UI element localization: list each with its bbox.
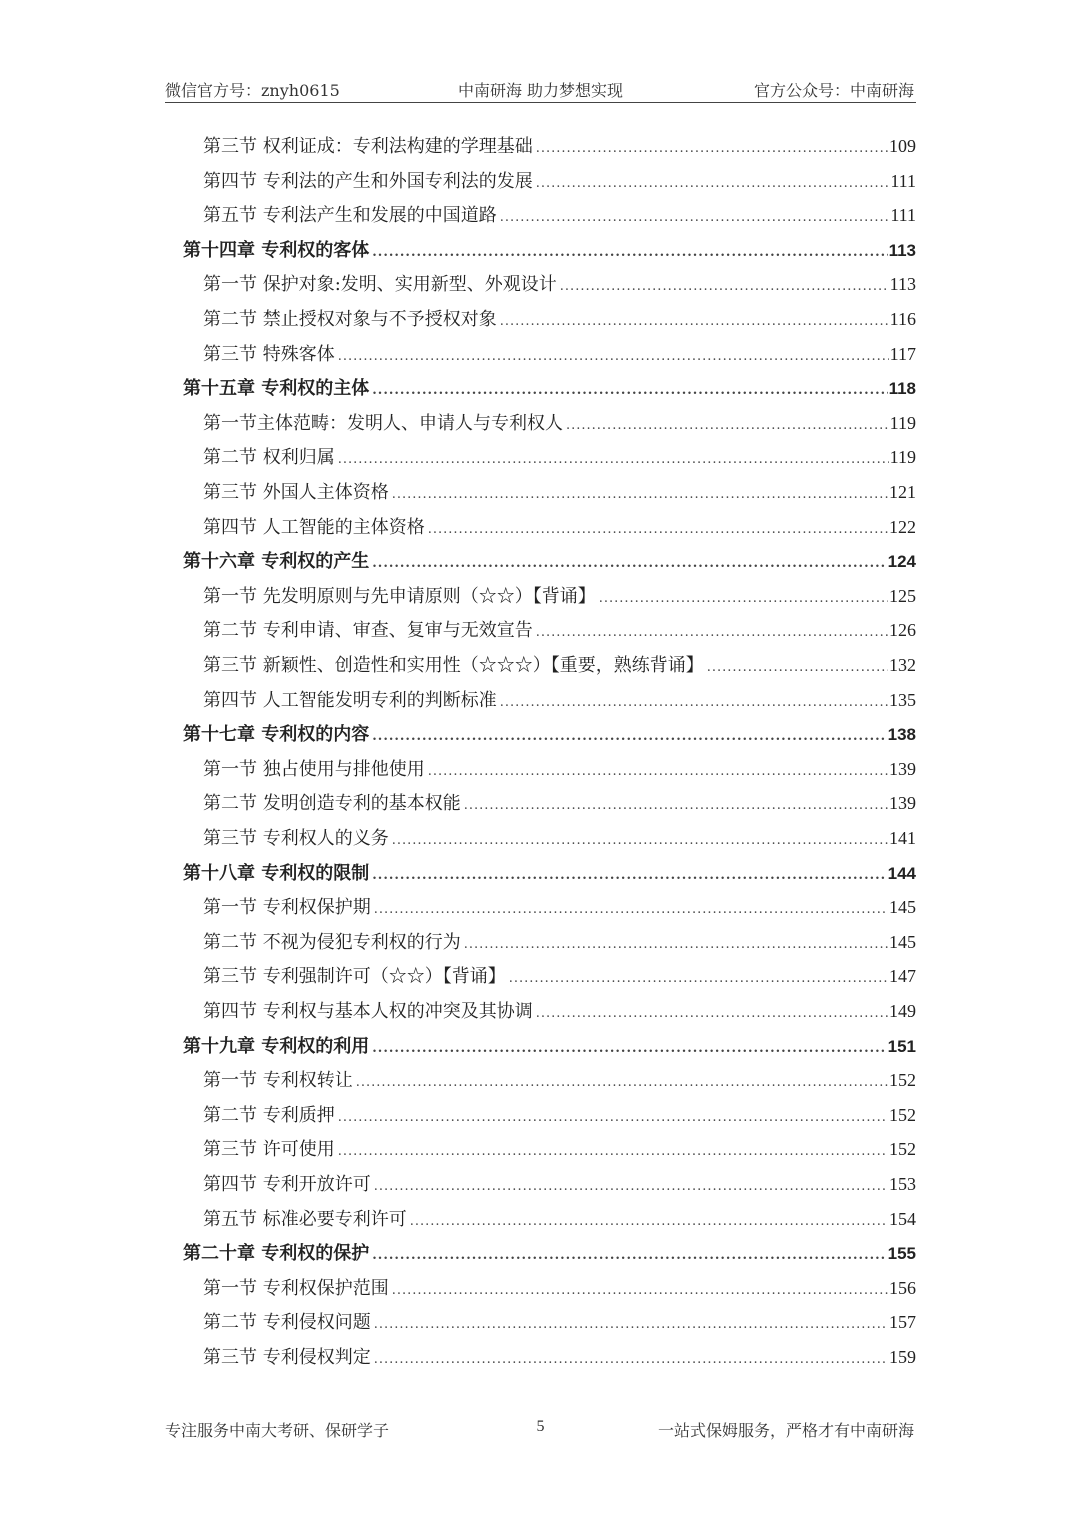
toc-entry-title: 第十八章 专利权的限制 [183,862,370,884]
toc-entry-page: 145 [889,931,916,952]
toc-dot-leader [374,902,888,917]
toc-chapter-entry[interactable] [183,720,916,750]
footer-tagline-left: 专注服务中南大考研、保研学子 [165,1421,390,1440]
toc-dot-leader [392,833,888,848]
toc-dot-leader [509,971,888,986]
toc-section-entry[interactable] [203,513,916,543]
toc-section-entry[interactable] [203,755,916,785]
toc-entry-page: 145 [889,897,916,918]
toc-entry-title: 第二节 权利归属 [203,447,335,469]
toc-entry-title: 第五节 专利法产生和发展的中国道路 [203,205,497,227]
toc-dot-leader [372,868,886,883]
toc-dot-leader [428,764,888,779]
toc-dot-leader [410,1214,888,1229]
toc-section-entry[interactable] [203,167,916,197]
toc-entry-title: 第二节 专利质押 [203,1104,335,1126]
toc-dot-leader [536,141,888,156]
toc-entry-page: 153 [889,1174,916,1194]
toc-entry-page: 121 [889,482,916,502]
toc-dot-leader [356,1075,888,1090]
toc-dot-leader [374,1317,888,1332]
toc-dot-leader [338,1110,888,1125]
toc-dot-leader [536,625,888,640]
toc-entry-page: 111 [890,170,916,191]
toc-entry-page: 113 [889,274,916,295]
toc-entry-title: 第十七章 专利权的内容 [183,724,370,746]
toc-entry-page: 135 [889,689,916,710]
toc-section-entry[interactable] [203,789,916,819]
toc-entry-page: 138 [887,725,916,745]
toc-entry-page: 159 [889,1347,916,1367]
toc-dot-leader [560,279,889,294]
toc-chapter-entry[interactable] [183,1239,916,1269]
toc-entry-page: 125 [889,585,916,606]
toc-entry-page: 152 [889,1070,916,1091]
toc-entry-title: 第四节 人工智能发明专利的判断标准 [203,689,497,711]
toc-dot-leader [464,798,888,813]
toc-entry-page: 144 [887,863,916,883]
toc-section-entry[interactable] [203,686,916,716]
toc-section-entry[interactable] [203,340,916,370]
toc-entry-page: 122 [889,516,916,537]
toc-entry-title: 第二节 禁止授权对象与不予授权对象 [203,309,497,330]
toc-section-entry[interactable] [203,824,916,854]
toc-entry-page: 117 [889,343,916,364]
toc-entry-page: 156 [889,1277,916,1298]
toc-entry-title: 第十九章 专利权的利用 [183,1035,370,1057]
toc-section-entry[interactable] [203,1101,916,1131]
toc-entry-title: 第一节 专利权转让 [203,1070,353,1092]
toc-section-entry[interactable] [203,1308,916,1338]
toc-entry-page: 139 [889,758,916,779]
toc-entry-page: 151 [887,1036,916,1056]
toc-dot-leader [536,1006,888,1021]
toc-dot-leader [599,591,888,606]
toc-dot-leader [338,349,889,364]
toc-section-entry[interactable] [203,1274,916,1304]
toc-entry-page: 149 [889,1001,916,1021]
toc-entry-title: 第三节 新颖性、创造性和实用性（☆☆☆）【重要，熟练背诵】 [203,655,704,676]
toc-section-entry[interactable] [203,305,916,335]
page-footer [165,1418,916,1444]
toc-dot-leader [428,522,888,537]
toc-dot-leader [372,383,887,398]
toc-dot-leader [392,1283,888,1298]
toc-section-entry[interactable] [203,443,916,473]
toc-dot-leader [374,1352,888,1367]
toc-section-entry[interactable] [203,928,916,958]
toc-chapter-entry[interactable] [183,1032,916,1062]
toc-dot-leader [392,487,888,502]
toc-entry-title: 第三节 专利强制许可（☆☆）【背诵】 [203,966,506,988]
toc-entry-title: 第五节 标准必要专利许可 [203,1208,407,1230]
toc-entry-title: 第三节 特殊客体 [203,343,335,365]
toc-chapter-entry[interactable] [183,374,916,404]
toc-entry-title: 第十五章 专利权的主体 [183,378,370,400]
toc-section-entry[interactable] [203,132,916,162]
toc-entry-page: 157 [889,1312,916,1333]
toc-dot-leader [372,1248,886,1263]
toc-section-entry[interactable] [203,201,916,231]
toc-dot-leader [372,245,887,260]
toc-entry-title: 第一节 独占使用与排他使用 [203,758,425,780]
toc-section-entry[interactable] [203,270,916,300]
toc-entry-title: 第四节 专利开放许可 [203,1174,371,1195]
toc-entry-page: 113 [888,240,916,260]
toc-entry-title: 第二节 专利申请、审查、复审与无效宣告 [203,620,533,642]
toc-chapter-entry[interactable] [183,547,916,577]
toc-entry-title: 第三节 外国人主体资格 [203,482,389,503]
toc-entry-title: 第三节 专利侵权判定 [203,1347,371,1368]
toc-section-entry[interactable] [203,582,916,612]
toc-entry-page: 132 [889,655,916,675]
toc-chapter-entry[interactable] [183,859,916,889]
toc-dot-leader [536,176,890,191]
toc-entry-page: 124 [887,552,916,572]
toc-entry-title: 第二节 发明创造专利的基本权能 [203,793,461,815]
toc-dot-leader [464,937,888,952]
toc-entry-page: 119 [889,447,916,468]
toc-section-entry[interactable] [203,409,916,439]
toc-entry-title: 第三节 许可使用 [203,1139,335,1161]
toc-entry-page: 109 [889,136,916,156]
toc-entry-title: 第一节 专利权保护期 [203,897,371,919]
toc-section-entry[interactable] [203,893,916,923]
toc-entry-title: 第十四章 专利权的客体 [183,239,370,261]
toc-chapter-entry[interactable] [183,236,916,266]
header-slogan: 中南研海 助力梦想实现 [457,81,624,100]
toc-dot-leader [500,314,889,329]
header-official-account: 官方公众号：中南研海 [753,81,914,100]
toc-entry-title: 第四节 专利权与基本人权的冲突及其协调 [203,1001,533,1022]
toc-entry-page: 155 [887,1244,916,1264]
toc-entry-title: 第二节 不视为侵犯专利权的行为 [203,931,461,953]
toc-dot-leader [374,1179,888,1194]
toc-section-entry[interactable] [203,1170,916,1200]
toc-entry-title: 第一节 保护对象:发明、实用新型、外观设计 [203,274,557,296]
toc-entry-title: 第四节 人工智能的主体资格 [203,516,425,538]
toc-entry-title: 第三节 权利证成：专利法构建的学理基础 [203,136,533,157]
toc-entry-page: 139 [889,793,916,814]
toc-entry-page: 141 [889,828,916,848]
toc-entry-page: 111 [890,205,916,226]
toc-entry-title: 第一节 专利权保护范围 [203,1277,389,1299]
toc-section-entry[interactable] [203,997,916,1027]
toc-entry-title: 第二十章 专利权的保护 [183,1243,370,1265]
toc-entry-page: 152 [889,1104,916,1125]
toc-entry-title: 第十六章 专利权的产生 [183,551,370,573]
toc-dot-leader [372,1041,886,1056]
header-wechat-id: 微信官方号：znyh0615 [165,81,340,100]
toc-section-entry[interactable] [203,1066,916,1096]
toc-dot-leader [566,418,889,433]
toc-section-entry[interactable] [203,651,916,681]
footer-tagline-right: 一站式保姆服务，严格才有中南研海 [657,1421,914,1440]
toc-entry-title: 第一节主体范畴：发明人、申请人与专利权人 [203,412,563,434]
toc-dot-leader [372,556,886,571]
toc-entry-page: 116 [889,309,916,329]
toc-entry-title: 第一节 先发明原则与先申请原则（☆☆）【背诵】 [203,585,596,607]
toc-entry-page: 147 [889,966,916,987]
toc-entry-page: 118 [888,379,916,399]
toc-section-entry[interactable] [203,1135,916,1165]
toc-dot-leader [500,210,890,225]
toc-entry-title: 第三节 专利权人的义务 [203,828,389,849]
toc-entry-page: 126 [889,620,916,641]
toc-section-entry[interactable] [203,478,916,508]
toc-section-entry[interactable] [203,1205,916,1235]
toc-entry-page: 119 [889,412,916,433]
toc-section-entry[interactable] [203,616,916,646]
toc-dot-leader [707,660,888,675]
toc-section-entry[interactable] [203,962,916,992]
toc-section-entry[interactable] [203,1343,916,1373]
page-number: 5 [536,1418,545,1435]
toc-dot-leader [338,1144,888,1159]
page-header [165,74,916,103]
toc-dot-leader [338,452,889,467]
toc-entry-title: 第二节 专利侵权问题 [203,1312,371,1334]
toc-dot-leader [500,695,888,710]
toc-dot-leader [372,729,886,744]
toc-entry-page: 154 [889,1208,916,1229]
toc-entry-title: 第四节 专利法的产生和外国专利法的发展 [203,170,533,192]
toc-entry-page: 152 [889,1139,916,1160]
